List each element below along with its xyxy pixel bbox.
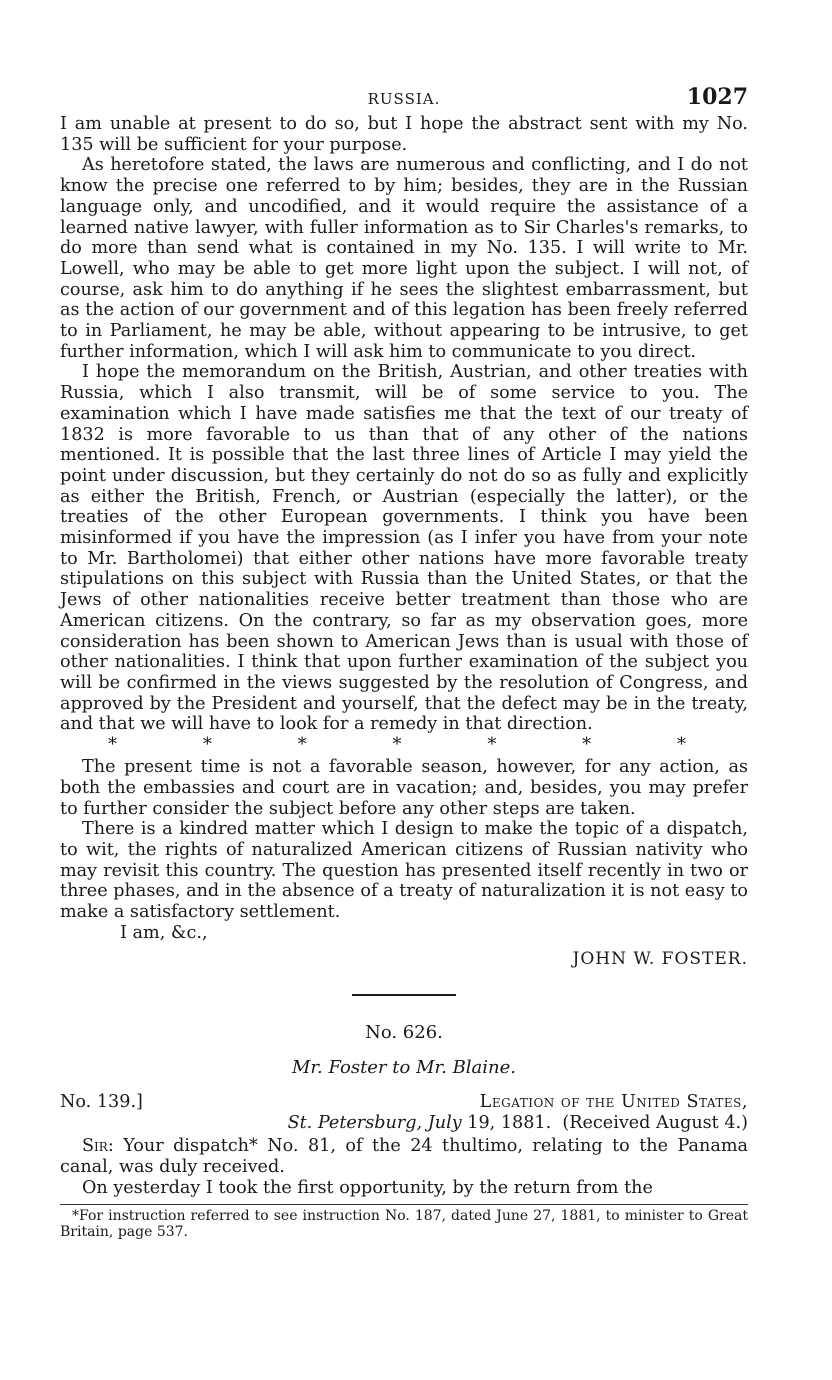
section-divider [352, 994, 456, 996]
star: * [392, 734, 402, 756]
document-number: No. 626. [365, 1022, 443, 1044]
star: * [297, 734, 307, 756]
letter-body [60, 114, 748, 970]
signature: JOHN W. FOSTER. [572, 949, 748, 970]
paragraph: There is a kindred matter which I design to make the topic of a dispatch, to wit, the rights of naturalized American citizens of Russian nativity who may revisit this country. The question has presented itself recently in two or three phases, and in the absence of a treaty of naturalization it is not easy to make a satisfactory settlement. [60, 819, 748, 923]
paragraph: I hope the memorandum on the British, Austrian, and other treaties with Russia, which I also transmit, will be of some service to you. The examination which I have made satisfies me that the text of our treaty of 1832 is more favorable to us than that of any other of the nations mentioned. It is possible that the last three lines of Article I may yield the point under discussion, but they certainly do not do so as fully and explicitly as either the British, French, or Austrian (especially the latter), or the treaties of the other European governments. I think you have been misinformed if you have the impression (as I infer you have from your note to Mr. Bartholomei) that either other nations have more favorable treaty stipulations on this subject with Russia than the United States, or that the Jews of other nationalities receive better treatment than those who are American citizens. On the contrary, so far as my observation goes, more consideration has been shown to American Jews than is usual with those of other nationalities. I think that upon further examination of the subject you will be confirmed in the views suggested by the resolution of Congress, and approved by the President and yourself, that the defect may be in the treaty, and that we will have to look for a remedy in that direction. [60, 362, 748, 735]
paragraph: On yesterday I took the first opportunity, by the return from the [82, 1177, 653, 1198]
star: * [108, 734, 117, 756]
dispatch-number: No. 139.] [60, 1092, 143, 1113]
paragraph: As heretofore stated, the laws are numerous and conflicting, and I do not know the precise one referred to by him; besides, they are in the Russian language only, and uncodified, and it would require the assistance of a learned native lawyer, with fuller information as to Sir Charles's remarks, to do more than send what is contained in my No. 135. I will write to Mr. Lowell, who may be able to get more light upon the subject. I will not, of course, ask him to do anything if he sees the slightest embarrassment, but as the action of our government and of this legation has been freely referred to in Parliament, he may be able, without appearing to be intrusive, to get further information, which I will ask him to communicate to you direct. [60, 155, 748, 362]
document-subtitle: Mr. Foster to Mr. Blaine. [291, 1057, 517, 1079]
paragraph: I am unable at present to do so, but I hope the abstract sent with my No. 135 will be sufficient for your purpose. [60, 114, 748, 155]
salutation: Sir [82, 1136, 108, 1157]
page [60, 84, 748, 1240]
footnote: *For instruction referred to see instruction No. 187, dated June 27, 1881, to minister to Great Britain, page 537. [60, 1208, 748, 1241]
date-month: July [427, 1113, 462, 1134]
place-date [288, 1113, 748, 1134]
date-rest: 19, 1881. [467, 1113, 552, 1134]
closing: I am, &c., [120, 922, 208, 943]
star: * [582, 734, 592, 756]
page-number: 1027 [686, 84, 748, 110]
paragraph-text: : Your dispatch* No. 81, of the 24 thultimo, relating to the Panama canal, was duly received. [60, 1136, 748, 1177]
star: * [676, 734, 686, 756]
dispatch-heading [60, 1092, 748, 1136]
star: * [202, 734, 212, 756]
footnote-divider [60, 1204, 748, 1205]
place: St. Petersburg, [287, 1113, 423, 1134]
paragraph [60, 1136, 748, 1177]
dispatch-body [60, 1136, 748, 1198]
running-title: RUSSIA. [367, 90, 441, 108]
legation-name: Legation of the United States, [479, 1092, 748, 1113]
paragraph: The present time is not a favorable season, however, for any action, as both the embassies and court are in vacation; and, besides, you may prefer to further consider the subject before any other steps are taken. [60, 757, 748, 819]
received-date: (Received August 4.) [562, 1113, 748, 1134]
page-header [60, 84, 748, 114]
star: * [487, 734, 497, 756]
ellipsis-stars [60, 735, 748, 757]
